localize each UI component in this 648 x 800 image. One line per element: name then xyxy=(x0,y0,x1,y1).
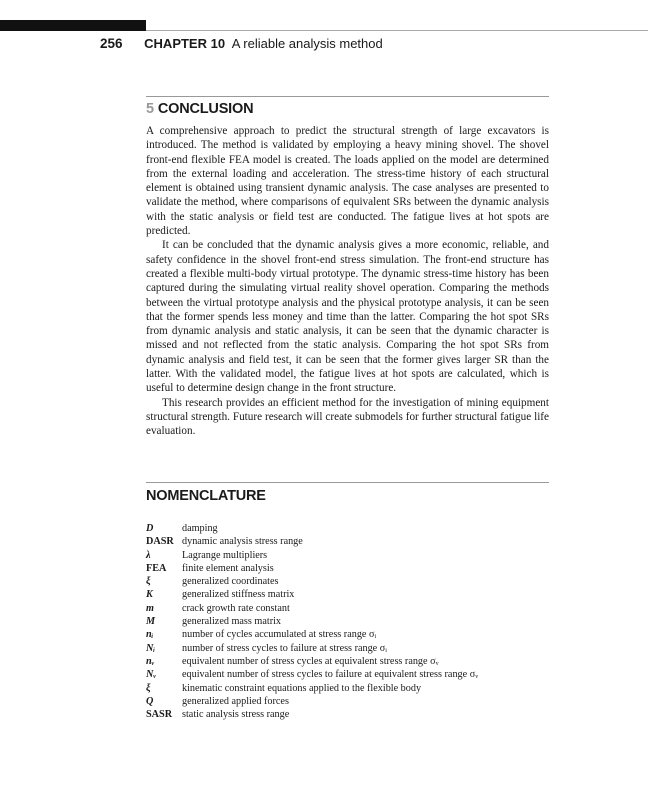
nomenclature-symbol: nᵥ xyxy=(146,655,155,667)
nomenclature-symbol: ξ xyxy=(146,682,151,694)
nomenclature-definition: dynamic analysis stress range xyxy=(182,536,303,548)
list-item xyxy=(146,668,566,681)
nomenclature-definition: number of cycles accumulated at stress range σᵢ xyxy=(182,629,377,641)
conclusion-heading xyxy=(146,101,253,117)
conclusion-body xyxy=(146,124,549,439)
list-item xyxy=(146,708,566,721)
nomenclature-symbol: FEA xyxy=(146,562,167,574)
nomenclature-list xyxy=(146,522,566,721)
chapter-title: A reliable analysis method xyxy=(231,36,383,51)
nomenclature-definition: finite element analysis xyxy=(182,562,274,574)
nomenclature-definition: number of stress cycles to failure at stress range σᵢ xyxy=(182,642,387,654)
nomenclature-definition: kinematic constraint equations applied to the flexible body xyxy=(182,682,422,694)
list-item xyxy=(146,588,566,601)
nomenclature-rule xyxy=(146,482,549,483)
nomenclature-symbol: SASR xyxy=(146,709,173,721)
top-header-bar xyxy=(0,20,146,31)
nomenclature-definition: equivalent number of stress cycles at equivalent stress range σᵥ xyxy=(182,655,439,667)
paragraph: It can be concluded that the dynamic analysis gives a more economic, reliable, and safety confidence in the shovel front-end stress simulation. The front-end structure has created a flexible multi-body virtual prototype. The dynamic stress-time history has been captured during the simulating virtual reality shovel operation. Comparing the methods between the virtual prototype analysis and the physical prototype analysis, it can be seen that the former spends less money and time than the latter. Comparing the hot spot SRs from dynamic analysis and static analysis, it can be seen that the dynamic character is missed and not reflected from the static analysis. Comparing the hot spot SRs from dynamic analysis and field test, it can be seen that the former gives larger SR than the latter. With the validated model, the fatigue lives at hot spots are calculated, which is useful to determine design change in the front structure. xyxy=(146,239,549,395)
nomenclature-definition: generalized stiffness matrix xyxy=(182,589,295,601)
nomenclature-symbol: λ xyxy=(146,549,151,561)
list-item xyxy=(146,575,566,588)
nomenclature-symbol: D xyxy=(146,523,154,534)
paragraph: This research provides an efficient method for the investigation of mining equipment structural strength. Future research will create submodels for further structural fatigue life evaluation. xyxy=(146,396,549,438)
nomenclature-symbol: K xyxy=(146,589,153,601)
nomenclature-definition: generalized coordinates xyxy=(182,576,279,588)
section-title: CONCLUSION xyxy=(157,101,254,117)
list-item xyxy=(146,642,566,655)
list-item xyxy=(146,628,566,641)
chapter-label: CHAPTER 10 xyxy=(144,36,226,51)
header-rule xyxy=(146,30,648,31)
list-item xyxy=(146,655,566,668)
nomenclature-symbol: DASR xyxy=(146,536,174,548)
nomenclature-symbol: Nᵥ xyxy=(146,669,156,681)
nomenclature-definition: static analysis stress range xyxy=(182,709,290,721)
conclusion-rule xyxy=(146,96,549,97)
list-item xyxy=(146,535,566,548)
nomenclature-symbol: m xyxy=(146,602,154,614)
paragraph: A comprehensive approach to predict the structural strength of large excavators is introduced. The method is validated by employing a heavy mining shovel. The shovel front-end flexible FEA model is created. The loads applied on the model are determined from the external loading and acceleration. The stress-time history of each structural element is obtained using transient dynamic analysis. The case analyses are presented to validate the method, where comparisons of equivalent SRs between the dynamic analysis with the static analysis or field test are conducted. The fatigue lives at hot spots are predicted. xyxy=(146,125,549,238)
nomenclature-heading: NOMENCLATURE xyxy=(146,488,266,504)
nomenclature-definition: equivalent number of stress cycles to failure at equivalent stress range σᵥ xyxy=(182,669,479,681)
nomenclature-symbol: ξ xyxy=(146,576,151,588)
list-item xyxy=(146,602,566,615)
list-item xyxy=(146,695,566,708)
nomenclature-symbol: M xyxy=(146,616,156,628)
section-number: 5 xyxy=(146,101,154,117)
page-number: 256 xyxy=(100,36,123,51)
list-item xyxy=(146,522,566,535)
nomenclature-symbol: nᵢ xyxy=(146,629,154,641)
nomenclature-definition: generalized mass matrix xyxy=(182,616,282,628)
list-item xyxy=(146,562,566,575)
nomenclature-definition: damping xyxy=(182,523,218,534)
nomenclature-symbol: Q xyxy=(146,695,154,707)
list-item xyxy=(146,682,566,695)
nomenclature-definition: generalized applied forces xyxy=(182,695,289,707)
list-item xyxy=(146,549,566,562)
nomenclature-symbol: Nᵢ xyxy=(146,642,156,654)
nomenclature-definition: Lagrange multipliers xyxy=(182,549,268,561)
nomenclature-definition: crack growth rate constant xyxy=(182,602,290,614)
running-header xyxy=(100,36,383,51)
list-item xyxy=(146,615,566,628)
